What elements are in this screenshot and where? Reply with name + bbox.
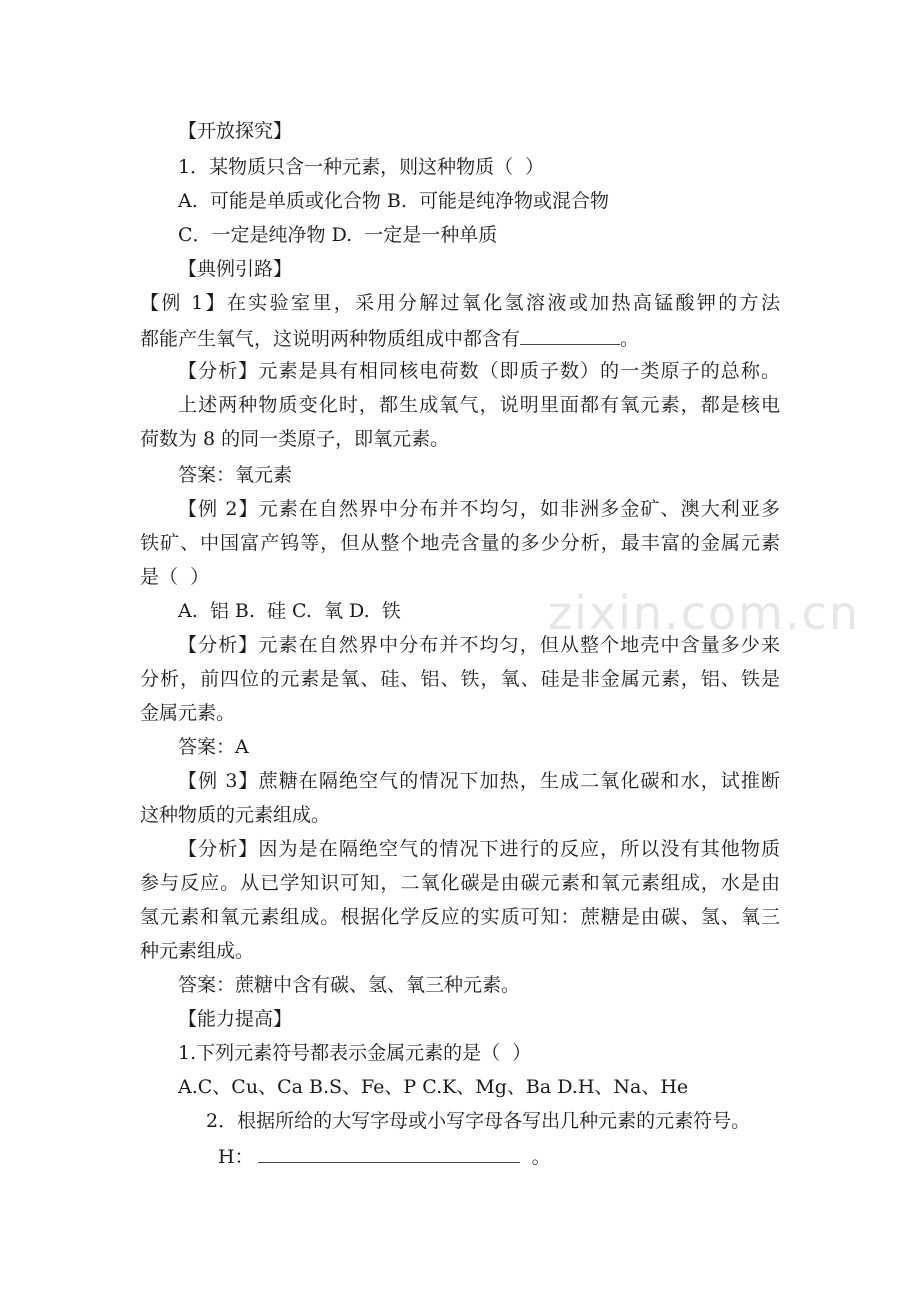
question-1-options-ab: A. 可能是单质或化合物 B. 可能是纯净物或混合物: [178, 190, 609, 212]
analysis-3-line-1: 【分析】因为是在隔绝空气的情况下进行的反应，所以没有其他物质: [178, 838, 780, 860]
analysis-3-line-4: 种元素组成。: [140, 940, 255, 962]
question-1: 1．某物质只含一种元素，则这种物质（ ）: [178, 156, 545, 178]
example-1-text: 都能产生氧气，这说明两种物质组成中都含有: [140, 328, 521, 350]
analysis-1-line-2: 上述两种物质变化时，都生成氧气，说明里面都有氧元素，都是核电: [178, 394, 780, 416]
example-2-line-1: 【例 2】元素在自然界中分布并不均匀，如非洲多金矿、澳大利亚多: [178, 498, 780, 520]
h-label: H：: [218, 1146, 254, 1168]
question-1-options-cd: C．一定是纯净物 D. 一定是一种单质: [178, 224, 498, 246]
example-2-line-2: 铁矿、中国富产钨等，但从整个地壳含量的多少分析，最丰富的金属元素: [140, 532, 780, 554]
answer-3: 答案：蔗糖中含有碳、氢、氧三种元素。: [178, 974, 521, 996]
watermark: zixin.com.cn: [548, 586, 861, 640]
analysis-1-line-1: 【分析】元素是具有相同核电荷数（即质子数）的一类原子的总称。: [178, 360, 780, 382]
improvement-question-2: 2．根据所给的大写字母或小写字母各写出几种元素的元素符号。: [206, 1110, 751, 1132]
example-2-line-3: 是（ ）: [140, 566, 210, 588]
improvement-question-1: 1.下列元素符号都表示金属元素的是（ ）: [178, 1042, 532, 1064]
improvement-question-2-h-line: [218, 1142, 551, 1170]
answer-2: 答案：A: [178, 736, 249, 758]
analysis-2-line-2: 分析，前四位的元素是氧、硅、铝、铁，氧、硅是非金属元素，铝、铁是: [140, 668, 780, 690]
example-1-line-2: [140, 324, 639, 352]
improvement-question-1-options: A.C、Cu、Ca B.S、Fe、P C.K、Mg、Ba D.H、Na、He: [178, 1076, 689, 1098]
example-1-line-1: 【例 1】在实验室里，采用分解过氧化氢溶液或加热高锰酸钾的方法: [140, 292, 780, 314]
analysis-2-line-3: 金属元素。: [140, 702, 236, 724]
example-2-options: A. 铝 B. 硅 C. 氧 D. 铁: [178, 600, 401, 622]
analysis-3-line-2: 参与反应。从已学知识可知，二氧化碳是由碳元素和氧元素组成，水是由: [140, 872, 780, 894]
example-3-line-1: 【例 3】蔗糖在隔绝空气的情况下加热，生成二氧化碳和水，试推断: [178, 770, 780, 792]
analysis-3-line-3: 氢元素和氧元素组成。根据化学反应的实质可知：蔗糖是由碳、氢、氧三: [140, 906, 780, 928]
analysis-2-line-1: 【分析】元素在自然界中分布并不均匀，但从整个地壳中含量多少来: [178, 634, 780, 656]
section-heading-examples: 【典例引路】: [178, 258, 293, 280]
h-answer-blank: [258, 1142, 520, 1163]
h-line-end: 。: [531, 1146, 551, 1168]
answer-1: 答案：氧元素: [178, 464, 293, 486]
analysis-1-line-3: 荷数为 8 的同一类原子，即氧元素。: [140, 428, 450, 450]
section-heading-improvement: 【能力提高】: [178, 1008, 293, 1030]
example-3-line-2: 这种物质的元素组成。: [140, 804, 331, 826]
section-heading-open-inquiry: 【开放探究】: [178, 120, 293, 142]
answer-blank: [520, 324, 620, 345]
example-1-end: 。: [620, 328, 640, 350]
